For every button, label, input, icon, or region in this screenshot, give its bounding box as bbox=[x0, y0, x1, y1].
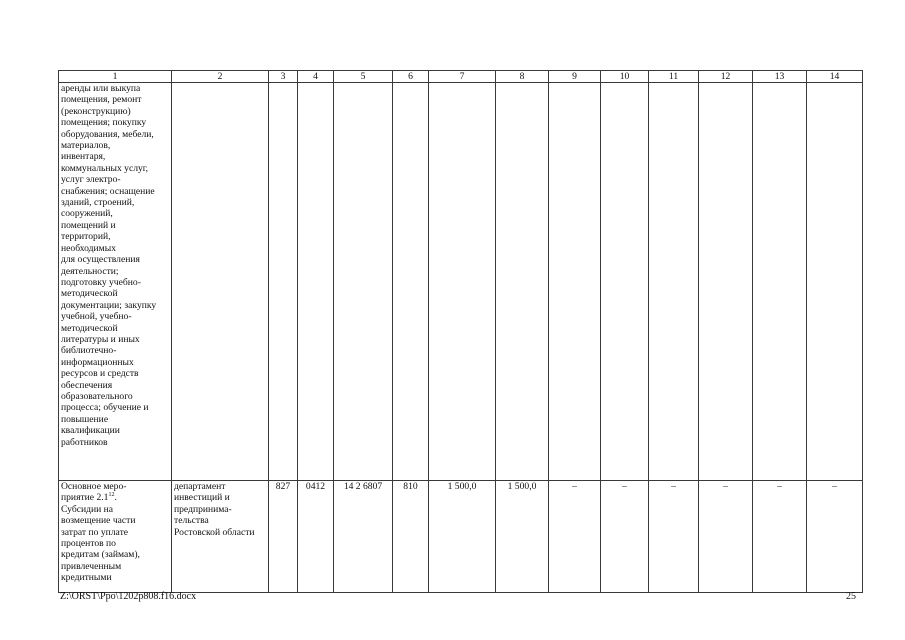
empty-cell bbox=[601, 83, 649, 481]
empty-cell bbox=[549, 83, 601, 481]
col-header-1: 1 bbox=[59, 71, 172, 83]
row-description-cell: аренды или выкупа помещения, ремонт (реконструкцию) помещения; покупку оборудования, мебели, материалов, инвентаря, коммунальных услуг, услуг электро- снабжения; оснащение зданий, строений, сооружений, помещений и территорий, необходимых для осуществления деятельности; подготовку учебно- методической документации; закупку учебной, учебно- методической литературы и иных библиотечно- информационных ресурсов и средств обеспечения образовательного процесса; обучение и повышение квалификации работников bbox=[59, 83, 172, 481]
col-header-12: 12 bbox=[699, 71, 753, 83]
year-amount-cell: – bbox=[807, 481, 863, 593]
footer-file-path: Z:\ORST\Ppo\1202p808.f16.docx bbox=[60, 591, 197, 602]
empty-cell bbox=[753, 83, 807, 481]
col-header-5: 5 bbox=[334, 71, 393, 83]
grbs-code-cell: 827 bbox=[269, 481, 298, 593]
budget-table bbox=[58, 70, 863, 593]
header-row bbox=[59, 71, 863, 83]
col-header-7: 7 bbox=[429, 71, 496, 83]
activity-name-rest: . Субсидии на возмещение части затрат по уплате процентов по кредитам (займам), привлеченным кредитными bbox=[61, 492, 140, 584]
table-row bbox=[59, 83, 863, 481]
year-amount-cell: – bbox=[649, 481, 699, 593]
empty-cell bbox=[496, 83, 549, 481]
target-article-cell: 14 2 6807 bbox=[334, 481, 393, 593]
footnote-marker: 12 bbox=[108, 492, 115, 499]
page-number: 25 bbox=[846, 591, 856, 602]
year-amount-cell: – bbox=[601, 481, 649, 593]
year-amount-cell: – bbox=[699, 481, 753, 593]
empty-cell bbox=[393, 83, 429, 481]
activity-name-cell bbox=[59, 481, 172, 593]
empty-cell bbox=[807, 83, 863, 481]
empty-cell bbox=[334, 83, 393, 481]
col-header-13: 13 bbox=[753, 71, 807, 83]
empty-cell bbox=[649, 83, 699, 481]
year-amount-cell: – bbox=[753, 481, 807, 593]
activity-name-lead: Основное меро- приятие 2.1 bbox=[61, 481, 127, 504]
table-row bbox=[59, 481, 863, 593]
col-header-4: 4 bbox=[298, 71, 334, 83]
col-header-6: 6 bbox=[393, 71, 429, 83]
col-header-2: 2 bbox=[172, 71, 269, 83]
year-amount-cell: 1 500,0 bbox=[496, 481, 549, 593]
expense-type-cell: 810 bbox=[393, 481, 429, 593]
col-header-9: 9 bbox=[549, 71, 601, 83]
col-header-3: 3 bbox=[269, 71, 298, 83]
col-header-8: 8 bbox=[496, 71, 549, 83]
empty-cell bbox=[269, 83, 298, 481]
empty-cell bbox=[172, 83, 269, 481]
section-code-cell: 0412 bbox=[298, 481, 334, 593]
total-amount-cell: 1 500,0 bbox=[429, 481, 496, 593]
col-header-10: 10 bbox=[601, 71, 649, 83]
year-amount-cell: – bbox=[549, 481, 601, 593]
col-header-14: 14 bbox=[807, 71, 863, 83]
empty-cell bbox=[429, 83, 496, 481]
empty-cell bbox=[699, 83, 753, 481]
executor-cell: департамент инвестиций и предпринима- тельства Ростовской области bbox=[172, 481, 269, 593]
empty-cell bbox=[298, 83, 334, 481]
col-header-11: 11 bbox=[649, 71, 699, 83]
